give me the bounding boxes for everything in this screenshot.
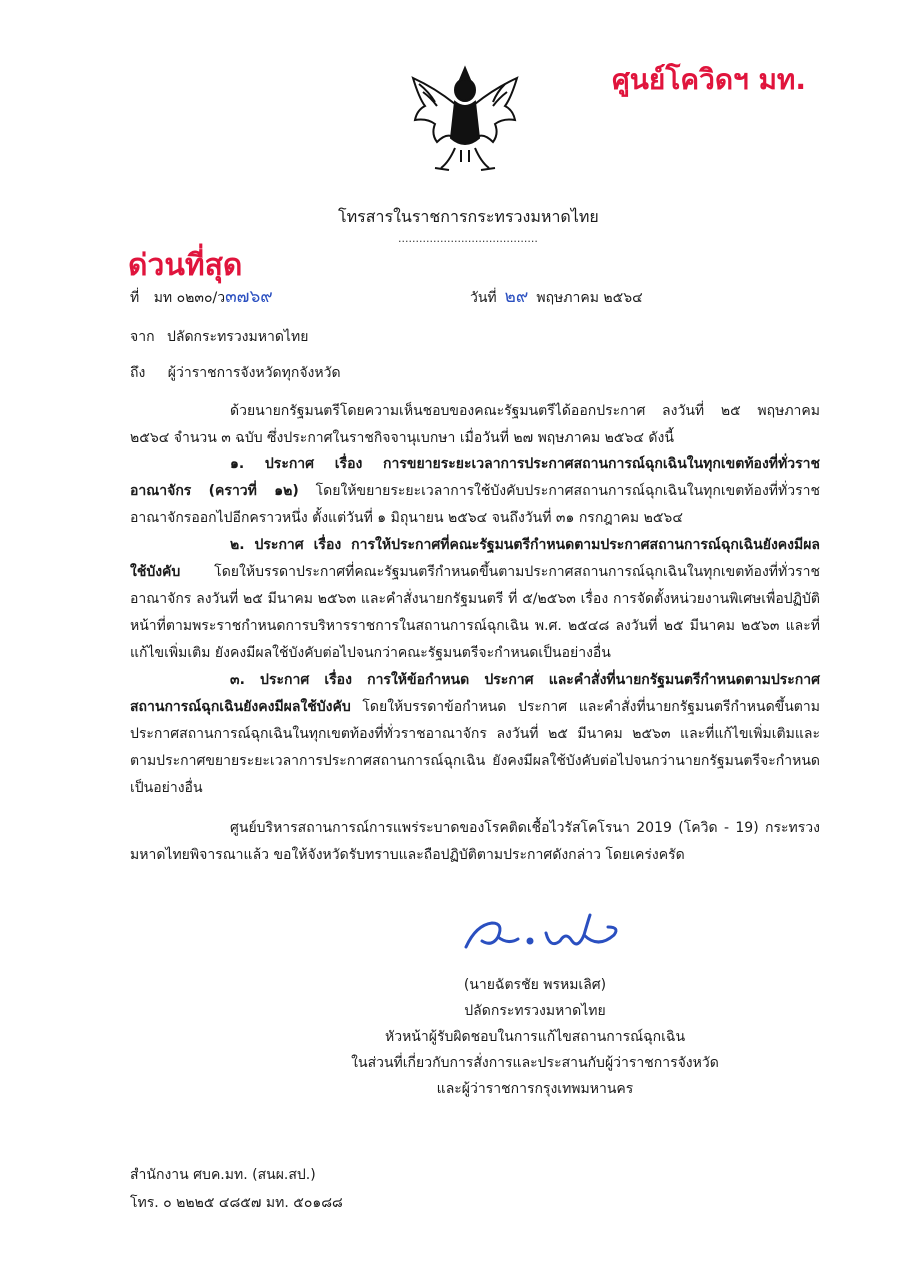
signatory-title-1: ปลัดกระทรวงมหาดไทย bbox=[464, 1003, 606, 1019]
reference-number bbox=[130, 284, 273, 311]
ref-printed: มท ๐๒๓๐/ว bbox=[153, 290, 226, 306]
item-3-text: โดยให้บรรดาข้อกำหนด ประกาศ และคำสั่งที่นายกรัฐมนตรีกำหนดขึ้นตามประกาศสถานการณ์ฉุกเฉินในทุกเขตท้องที่ทั่วราชอาณาจักร ลงวันที่ ๒๕ มีนาคม ๒๕๖๓ และที่แก้ไขเพิ่มเติมและตามประกาศขยายระยะเวลาการประกาศสถานการณ์ฉุกเฉิน ยังคงมีผลใช้บังคับต่อไปจนกว่านายกรัฐมนตรีจะกำหนดเป็นอย่างอื่น bbox=[130, 699, 820, 796]
from-line bbox=[130, 324, 308, 350]
intro-paragraph: ด้วยนายกรัฐมนตรีโดยความเห็นชอบของคณะรัฐมนตรีได้ออกประกาศ ลงวันที่ ๒๕ พฤษภาคม ๒๕๖๔ จำนวน ๓ ฉบับ ซึ่งประกาศในราชกิจจานุเบกษา เมื่อวันที่ ๒๗ พฤษภาคม ๒๕๖๔ ดังนี้ bbox=[130, 403, 820, 446]
urgency-stamp: ด่วนที่สุด bbox=[128, 248, 243, 283]
closing-paragraph: ศูนย์บริหารสถานการณ์การแพร่ระบาดของโรคติดเชื้อไวรัสโคโรนา 2019 (โควิด - 19) กระทรวงมหาดไทยพิจารณาแล้ว ขอให้จังหวัดรับทราบและถือปฏิบัติตามประกาศดังกล่าว โดยเคร่งครัด bbox=[130, 820, 820, 863]
item-3-paragraph bbox=[130, 667, 820, 802]
document-date bbox=[470, 284, 643, 311]
footer-phone: โทร. ๐ ๒๒๒๕ ๔๘๕๗ มท. ๕๐๑๘๘ bbox=[130, 1195, 343, 1211]
date-month-year: พฤษภาคม ๒๕๖๔ bbox=[536, 290, 643, 306]
item-3-heading: ๓. ประกาศ เรื่อง การให้ข้อกำหนด ประกาศ และคำสั่งที่นายกรัฐมนตรีกำหนดตามประกาศสถานการณ์ฉุกเฉินยังคงมีผลใช้บังคับ bbox=[130, 672, 820, 715]
signatory-title-2: หัวหน้าผู้รับผิดชอบในการแก้ไขสถานการณ์ฉุกเฉิน bbox=[384, 1029, 686, 1045]
signatory-name: (นายฉัตรชัย พรหมเลิศ) bbox=[463, 977, 607, 993]
covid-center-stamp: ศูนย์โควิดฯ มท. bbox=[612, 63, 807, 96]
garuda-emblem-icon bbox=[405, 58, 525, 178]
footer-office: สำนักงาน ศบค.มท. (สนผ.สป.) bbox=[130, 1167, 316, 1183]
item-2-text: โดยให้บรรดาประกาศที่คณะรัฐมนตรีกำหนดขึ้นตามประกาศสถานการณ์ฉุกเฉินในทุกเขตท้องที่ทั่วราชอาณาจักร ลงวันที่ ๒๕ มีนาคม ๒๕๖๓ และคำสั่งนายกรัฐมนตรี ที่ ๕/๒๕๖๓ เรื่อง การจัดตั้งหน่วยงานพิเศษเพื่อปฏิบัติหน้าที่ตามพระราชกำหนดการบริหารราชการในสถานการณ์ฉุกเฉิน พ.ศ. ๒๕๔๘ ลงวันที่ ๒๕ มีนาคม ๒๕๖๓ และที่แก้ไขเพิ่มเติม ยังคงมีผลใช้บังคับต่อไปจนกว่าคณะรัฐมนตรีจะกำหนดเป็นอย่างอื่น bbox=[130, 564, 820, 661]
title-dotted-line: ........................................ bbox=[398, 232, 538, 245]
signature-block bbox=[290, 972, 780, 1102]
date-day-handwritten: ๒๙ bbox=[504, 287, 529, 307]
to-value: ผู้ว่าราชการจังหวัดทุกจังหวัด bbox=[167, 365, 341, 381]
ref-handwritten: ๓๗๖๙ bbox=[225, 287, 273, 307]
item-1-paragraph bbox=[130, 451, 820, 532]
item-1-heading: ๑. ประกาศ เรื่อง การขยายระยะเวลาการประกาศสถานการณ์ฉุกเฉินในทุกเขตท้องที่ทั่วราชอาณาจักร (คราวที่ ๑๒) bbox=[130, 456, 820, 499]
signatory-title-4: และผู้ว่าราชการกรุงเทพมหานคร bbox=[436, 1081, 634, 1097]
signatory-title-3: ในส่วนที่เกี่ยวกับการสั่งการและประสานกับผู้ว่าราชการจังหวัด bbox=[351, 1055, 719, 1071]
to-label: ถึง bbox=[130, 365, 146, 381]
item-1-text: โดยให้ขยายระยะเวลาการใช้บังคับประกาศสถานการณ์ฉุกเฉินในทุกเขตท้องที่ทั่วราชอาณาจักรออกไปอีกคราวหนึ่ง ตั้งแต่วันที่ ๑ มิถุนายน ๒๕๖๔ จนถึงวันที่ ๓๑ กรกฎาคม ๒๕๖๔ bbox=[130, 483, 820, 526]
to-line bbox=[130, 360, 341, 386]
document-type-title: โทรสารในราชการกระทรวงมหาดไทย bbox=[338, 207, 599, 226]
from-label: จาก bbox=[130, 329, 155, 345]
item-2-heading: ๒. ประกาศ เรื่อง การให้ประกาศที่คณะรัฐมนตรีกำหนดตามประกาศสถานการณ์ฉุกเฉินยังคงมีผลใช้บังคับ bbox=[130, 537, 820, 580]
date-label: วันที่ bbox=[470, 290, 497, 306]
from-value: ปลัดกระทรวงมหาดไทย bbox=[167, 329, 309, 345]
ref-label: ที่ bbox=[130, 290, 140, 306]
item-2-paragraph bbox=[130, 532, 820, 667]
handwritten-signature bbox=[458, 905, 628, 965]
